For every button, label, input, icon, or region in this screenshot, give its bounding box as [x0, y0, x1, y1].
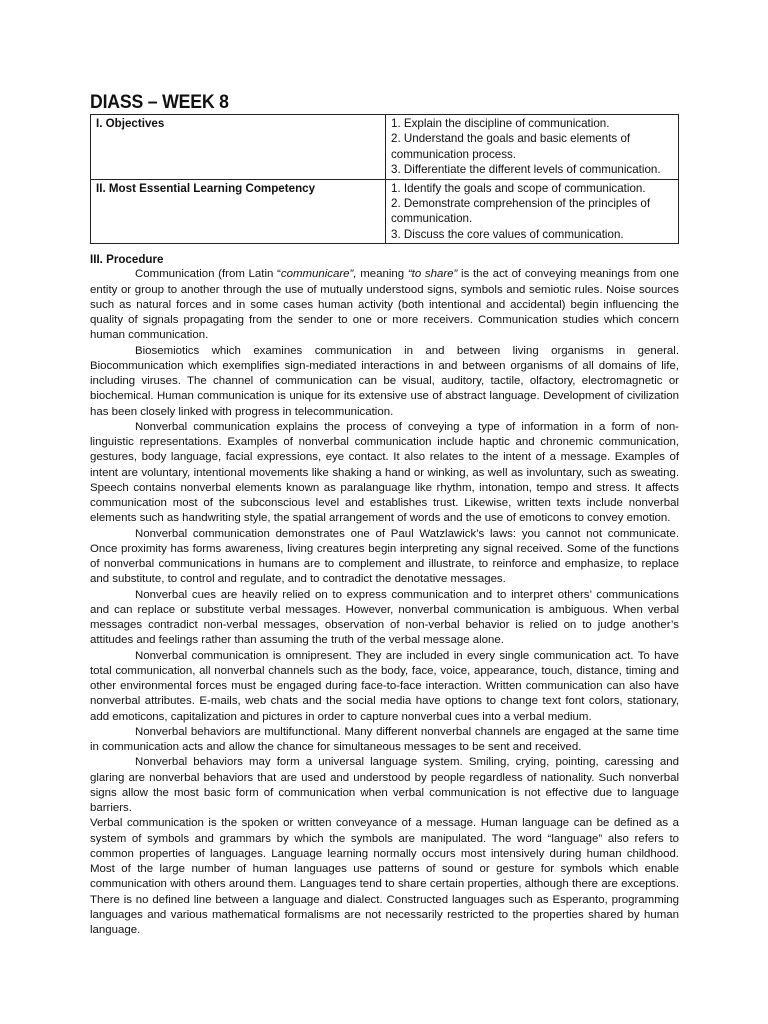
procedure-section [90, 252, 679, 938]
paragraph: Verbal communication is the spoken or written conveyance of a message. Human language can be defined as a system of symbols and grammars by which the symbols are manipulated. The word “language” also refers to common properties of languages. Language learning normally occurs most intensively during human childhood. Most of the large number of human languages use patterns of sound or gesture for symbols which enable communication with others around them. Languages tend to share certain properties, although there are exceptions. There is no defined line between a language and dialect. Constructed languages such as Esperanto, programming languages and various mathematical formalisms are not necessarily restricted to the properties shared by human language. [90, 817, 679, 937]
objectives-table [90, 114, 679, 244]
row-label-competency: II. Most Essential Learning Competency [91, 179, 386, 244]
page-title: DIASS – WEEK 8 [90, 92, 229, 113]
list-item: 3. Discuss the core values of communication. [391, 227, 624, 241]
row-values-competency [386, 179, 679, 244]
row-label-objectives: I. Objectives [91, 115, 386, 180]
list-item: 3. Differentiate the different levels of communication. [391, 163, 661, 177]
paragraph: Nonverbal cues are heavily relied on to express communication and to interpret others’ communications and can replace or substitute verbal messages. However, nonverbal communication is ambiguous. When verbal messages contradict non-verbal messages, observation of non-verbal behavior is relied on to judge another’s attitudes and feelings rather than assuming the truth of the verbal message alone. [90, 588, 679, 647]
paragraph: Nonverbal communication demonstrates one of Paul Watzlawick’s laws: you cannot not communicate. Once proximity has forms awareness, living creatures begin interpreting any signal received. Some of the functions of nonverbal communications in humans are to complement and illustrate, to reinforce and emphasize, to replace and substitute, to control and regulate, and to contradict the denotative messages. [90, 527, 679, 586]
paragraph: Nonverbal communication is omnipresent. They are included in every single communication act. To have total communication, all nonverbal channels such as the body, face, voice, appearance, touch, distance, timing and other environmental forces must be engaged during face-to-face interaction. Written communication can also have nonverbal attributes. E-mails, web chats and the social media have options to change text font colors, stationary, add emoticons, capitalization and pictures in order to capture nonverbal cues into a verbal medium. [90, 649, 679, 723]
paragraph: Communication (from Latin “communicare”, meaning “to share” is the act of conveying meanings from one entity or group to another through the use of mutually understood signs, symbols and semiotic rules. Noise sources such as natural forces and in some cases human activity (both intentional and accidental) begin influencing the quality of signals propagating from the sender to one or more receivers. Communication studies which concern human communication. [90, 268, 679, 342]
table-row [91, 115, 679, 180]
list-item: 2. Understand the goals and basic elements of communication process. [391, 132, 631, 161]
list-item: 1. Identify the goals and scope of communication. [391, 181, 646, 195]
paragraph: Nonverbal communication explains the process of conveying a type of information in a form of non-linguistic representations. Examples of nonverbal communication include haptic and chronemic communication, gestures, body language, facial expressions, eye contact. It also relates to the intent of a message. Examples of intent are voluntary, intentional movements like shaking a hand or winking, as well as involuntary, such as sweating. Speech contains nonverbal elements known as paralanguage like rhythm, intonation, tempo and stress. It affects communication most of the subconscious level and establishes trust. Likewise, written texts include nonverbal elements such as handwriting style, the spatial arrangement of words and the use of emoticons to convey emotion. [90, 420, 679, 525]
paragraph: Biosemiotics which examines communication in and between living organisms in general. Biocommunication which exemplifies sign-mediated interactions in and between organisms of all domains of life, including viruses. The channel of communication can be visual, auditory, tactile, olfactory, electromagnetic or biochemical. Human communication is unique for its extensive use of abstract language. Development of civilization has been closely linked with progress in telecommunication. [90, 344, 679, 418]
list-item: 2. Demonstrate comprehension of the principles of communication. [391, 197, 651, 226]
procedure-heading: III. Procedure [90, 253, 164, 266]
paragraph: Nonverbal behaviors may form a universal language system. Smiling, crying, pointing, caressing and glaring are nonverbal behaviors that are used and understood by people regardless of nationality. Such nonverbal signs allow the most basic form of communication when verbal communication is not effective due to language barriers. [90, 756, 679, 815]
list-item: 1. Explain the discipline of communication. [391, 117, 610, 130]
paragraph: Nonverbal behaviors are multifunctional. Many different nonverbal channels are engaged at the same time in communication acts and allow the chance for simultaneous messages to be sent and received. [90, 725, 679, 754]
row-values-objectives [386, 115, 679, 180]
table-row [91, 179, 679, 244]
